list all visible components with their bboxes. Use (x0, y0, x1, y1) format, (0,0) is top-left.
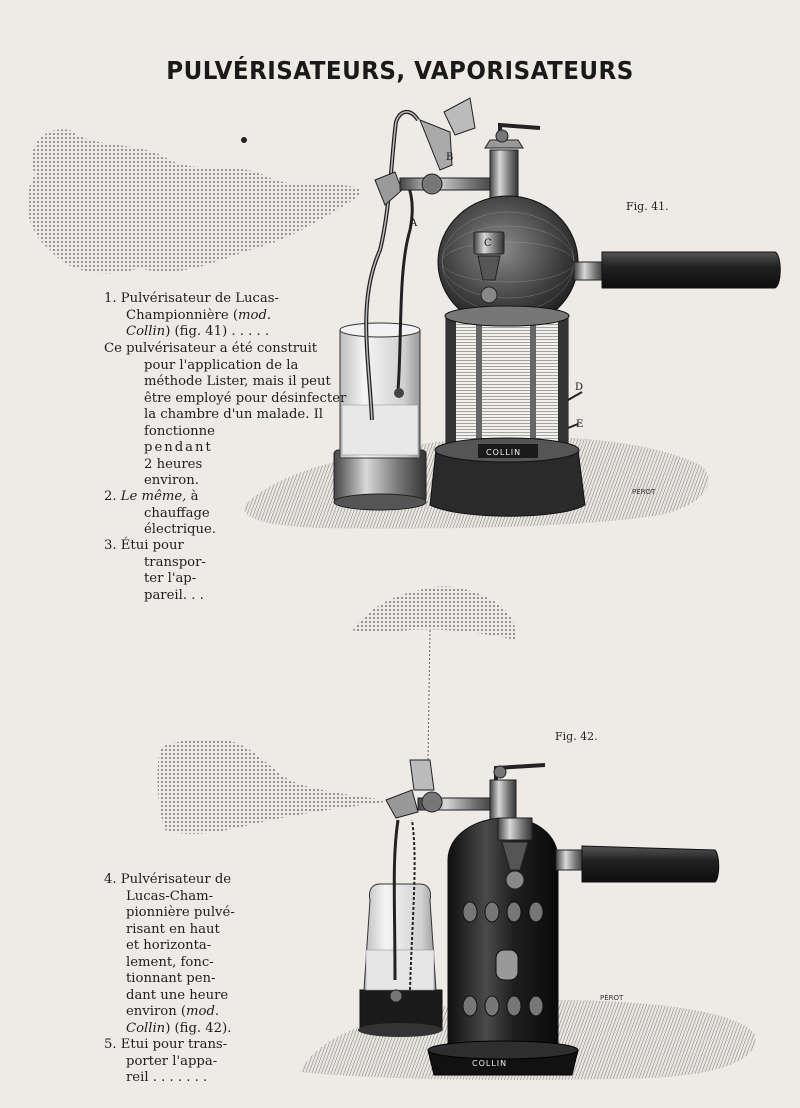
page-title: PULVÉRISATEURS, VAPORISATEURS (166, 56, 634, 85)
callout-a: A (410, 218, 418, 229)
figure-42-label: Fig. 42. (555, 730, 598, 743)
callout-d: D (575, 382, 584, 393)
engraver-signature-42: PÉROT (600, 994, 624, 1002)
item-2-rest: à (190, 489, 199, 504)
engraver-signature-41: PÉROT (632, 488, 656, 496)
item-1-line-2a: Championnière ( (126, 307, 239, 323)
item-5-text (104, 1037, 227, 1087)
item-2-line-2: chauffage (144, 505, 210, 521)
desc-line-8: 2 heures (144, 456, 203, 472)
item-4-line-10b: ) (fig. 42). (165, 1020, 232, 1036)
spray-cloud-vertical-42 (352, 586, 516, 640)
item-2-line-3: électrique. (144, 522, 216, 537)
desc-line-2: pour l'application de la (144, 357, 299, 373)
item-3-line-1: 3. Étui pour (104, 538, 184, 553)
item-4-line-7: tionnant pen- (126, 971, 216, 986)
desc-line-5: la chambre d'un malade. Il (144, 407, 324, 422)
item-4-line-1: 4. Pulvérisateur de (104, 872, 232, 887)
collin-plate-41: COLLIN (486, 448, 522, 457)
item-4-line-9a: environ ( (126, 1004, 187, 1019)
collin-plate-42: COLLIN (472, 1059, 508, 1068)
item-1-line-1: 1. Pulvérisateur de Lucas- (104, 291, 280, 306)
item-4-mod: mod. (186, 1004, 220, 1019)
item-1-collin: Collin (126, 324, 166, 339)
item-4-line-5: et horizonta- (126, 938, 212, 953)
item-4-line-3: pionnière pulvé- (126, 905, 235, 920)
item-3-line-3: ter l'ap- (144, 571, 197, 586)
item-5-line-2: porter l'appa- (126, 1053, 218, 1069)
item-3-line-2: transpor- (144, 554, 206, 570)
item-1-description (104, 341, 347, 490)
spray-cloud-41 (27, 129, 360, 273)
desc-line-3: méthode Lister, mais il peut (144, 374, 331, 389)
desc-line-9: environ. (144, 473, 199, 488)
item-2-num: 2. (104, 489, 117, 504)
item-1-text (104, 291, 279, 341)
item-3-text (104, 538, 206, 604)
item-3-line-4: pareil. . . (144, 587, 204, 603)
desc-line-4: être employé pour désinfecter (144, 390, 347, 406)
callout-e: E (576, 419, 584, 430)
figure-41-label: Fig. 41. (626, 200, 669, 213)
item-4-text (104, 872, 235, 1037)
item-2-italic: Le même, (120, 489, 187, 504)
item-5-line-1: 5. Etui pour trans- (104, 1037, 228, 1052)
item-5-line-3: reil . . . . . . . (126, 1070, 208, 1085)
item-4-line-8: dant une heure (126, 987, 229, 1003)
callout-c: C (484, 238, 492, 249)
item-4-line-4: risant en haut (126, 921, 220, 937)
figure-42-drawing (158, 586, 756, 1080)
item-2-text (104, 489, 216, 539)
spray-cloud-horizontal-42 (158, 739, 385, 834)
item-1-line-3b: ) (fig. 41) . . . . . (165, 324, 270, 339)
item-4-collin: Collin (126, 1020, 166, 1036)
item-1-mod: mod. (238, 307, 272, 323)
desc-line-6: fonctionne (144, 423, 215, 439)
callout-b: B (446, 152, 454, 163)
item-4-line-2: Lucas-Cham- (126, 888, 214, 904)
item-4-line-6: lement, fonc- (126, 954, 214, 970)
desc-line-7: pendant (144, 440, 213, 455)
desc-line-1: Ce pulvérisateur a été construit (104, 341, 318, 356)
